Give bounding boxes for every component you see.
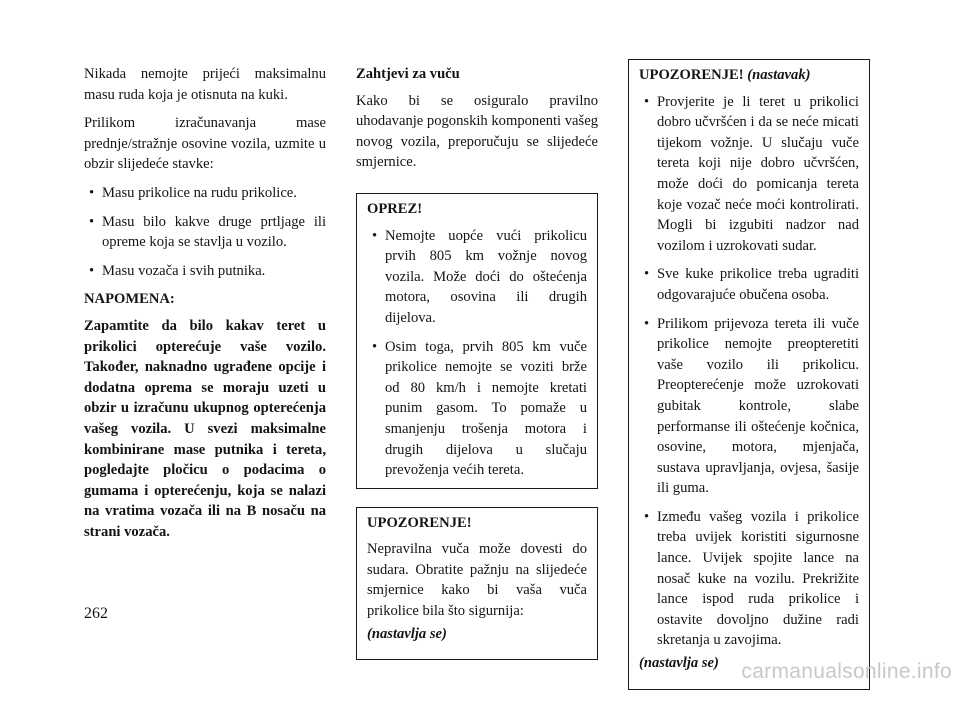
bullet-icon: • — [644, 508, 650, 525]
continued-label: (nastavlja se) — [367, 625, 447, 642]
list-item: • Sve kuke prikolice treba ugraditi odgovarajuće obučena osoba. — [644, 266, 859, 303]
middle-column — [356, 64, 598, 678]
list-item: • Masu vozača i svih putnika. — [84, 261, 326, 282]
bullet-icon: • — [644, 93, 650, 110]
caution-box — [356, 193, 598, 489]
page-number: 262 — [84, 605, 108, 622]
paragraph-max-tongue-weight: Nikada nemojte prijeći maksimalnu masu ruda koja je otisnuta na kuki. — [84, 66, 326, 103]
list-item: • Osim toga, prvih 805 km vuče prikolice nemojte se voziti brže od 80 km/h i nemojte kretati punim gasom. To pomaže u smanjenju trošenja motora i drugih dijelova u slučaju prevoženja većih tereta. — [372, 338, 587, 479]
paragraph-axle-weight: Prilikom izračunavanja mase prednje/stražnje osovine vozila, uzmite u obzir slijedeće stavke: — [84, 115, 326, 173]
bullet-icon: • — [89, 184, 95, 201]
list-item: • Provjerite je li teret u prikolici dobro učvršćen i da se neće micati tijekom vožnje. U slučaju vuče tereta koji nije dobro učvršćen, može doći do pomicanja tereta koje vozač neće moći kontrolirati. Mogli bi izgubiti nadzor nad vozilom i uzrokovati sudar. — [644, 93, 859, 254]
right-column — [628, 64, 870, 708]
note-text: Zapamtite da bilo kakav teret u prikolici opterećuje vaše vozilo. Također, naknadno ugrađene opcije i dodatna oprema se moraju uzeti u obzir u izračunu ukupnog opterećenja vašeg vozila. U svezi maksimalne kombinirane mase putnika i tereta, pogledajte pločicu o podacima o gumama i opterećenju, koja se nalazi na vratima vozača ili na B nosaču na strani vozača. — [84, 317, 326, 540]
bullet-icon: • — [372, 338, 378, 355]
left-column — [84, 64, 326, 550]
bullet-icon: • — [372, 227, 378, 244]
bullet-icon: • — [644, 315, 650, 332]
warning-title: UPOZORENJE! — [367, 514, 472, 531]
section-heading: Zahtjevi za vuču — [356, 66, 460, 82]
section-intro: Kako bi se osiguralo pravilno uhodavanje pogonskih komponenti vašeg novog vozila, preporučuju se slijedeće smjernice. — [356, 92, 598, 171]
list-item: • Masu prikolice na rudu prikolice. — [84, 183, 326, 204]
continued-label: (nastavlja se) — [639, 655, 719, 672]
bullet-icon: • — [89, 213, 95, 230]
note-title: NAPOMENA: — [84, 291, 175, 308]
list-item: • Nemojte uopće vući prikolicu prvih 805 km vožnje novog vozila. Može doći do oštećenja motora, osovina ili drugih dijelova. — [372, 227, 587, 326]
list-item: • Masu bilo kakve druge prtljage ili opreme koja se stavlja u vozilo. — [89, 213, 326, 251]
watermark: carmanualsonline.info — [741, 660, 952, 683]
warning-box — [356, 507, 598, 661]
warning-text: Nepravilna vuča može dovesti do sudara. Obratite pažnju na slijedeće smjernice kako bi vaša vuča prikolice bila što sigurnija: — [367, 541, 587, 620]
bullet-icon: • — [89, 262, 95, 279]
warning-continued-box — [628, 59, 870, 690]
warning-title: UPOZORENJE! (nastavak) — [639, 67, 811, 83]
bullet-icon: • — [644, 266, 650, 283]
caution-title: OPREZ! — [367, 200, 423, 217]
list-item: • Između vašeg vozila i prikolice treba uvijek koristiti sigurnosne lance. Uvijek spojite lance na nosač kuke na vozilu. Prekrižite lance ispod ruda prikolice i ostavite dovoljno dužine radi skretanja u zavojima. — [644, 508, 859, 649]
list-item: • Prilikom prijevoza tereta ili vuče prikolice nemojte preopteretiti vaše vozilo ili prikolicu. Preopterećenje može uzrokovati gubitak kontrole, slabe performanse ili oštećenje kočnica, osovine, motora, mjenjača, sustava upravljanja, ovjesa, šasije ili guma. — [644, 315, 859, 497]
